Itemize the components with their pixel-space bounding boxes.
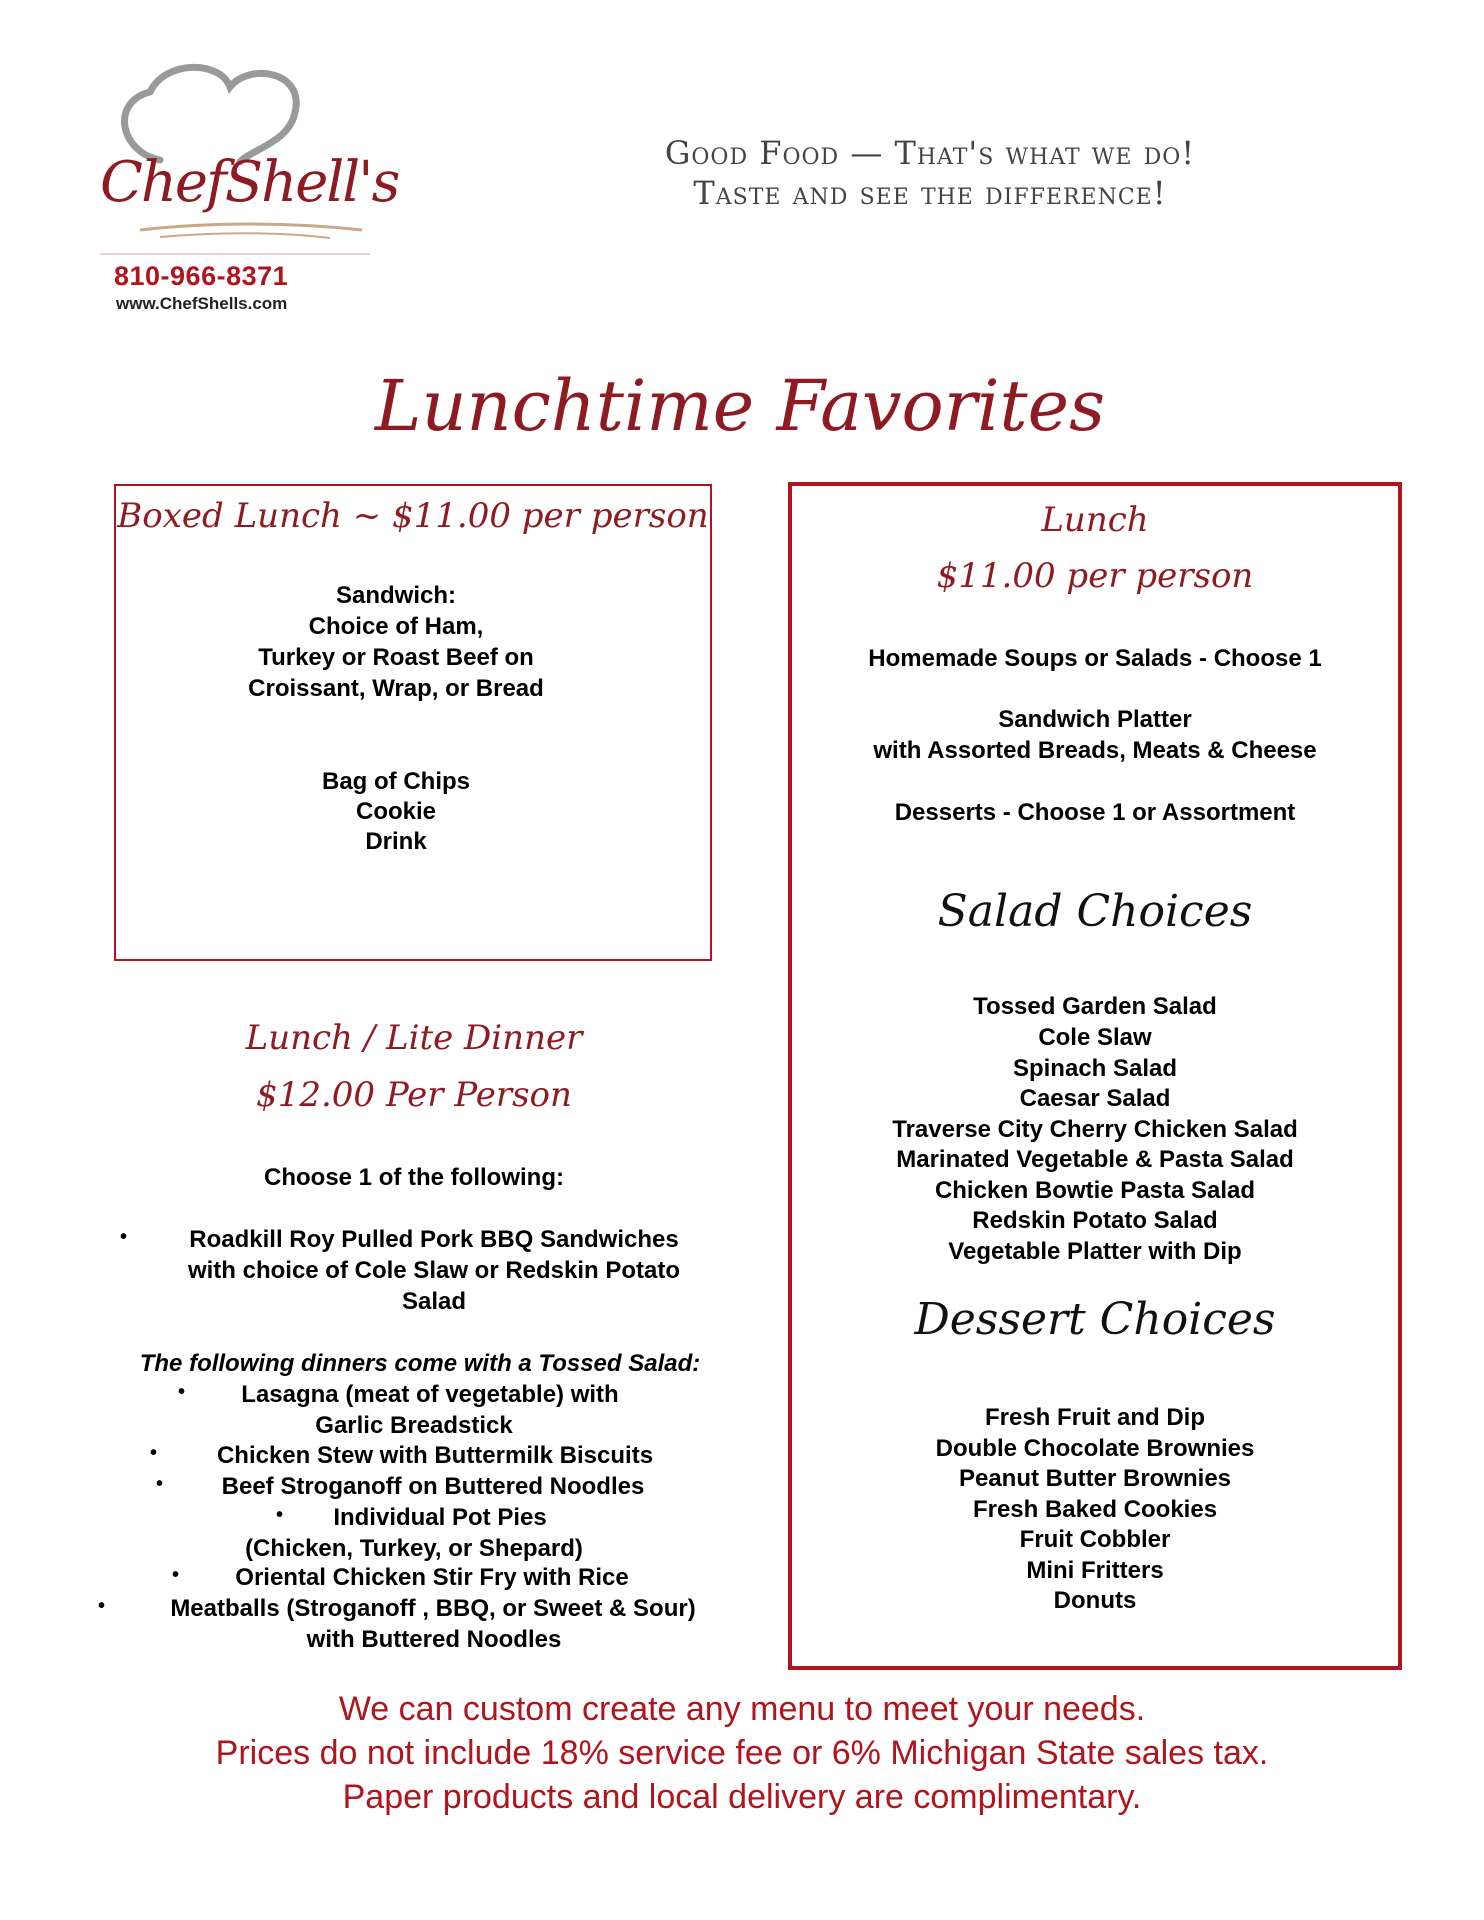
dinner-item: Lasagna (meat of vegetable) with: [241, 1381, 619, 1408]
dessert-choices-heading: Dessert Choices: [914, 1294, 1276, 1345]
lite-dinner-heading: Lunch / Lite Dinner: [245, 1018, 583, 1058]
platter-line: Sandwich Platter: [998, 706, 1192, 733]
bullet-icon: •: [120, 1226, 128, 1248]
dessert-item: Mini Fritters: [1026, 1557, 1164, 1584]
tossed-salad-note: The following dinners come with a Tossed Salad:: [139, 1350, 701, 1377]
dinner-item: Beef Stroganoff on Buttered Noodles: [221, 1473, 645, 1500]
dinner-item: with Buttered Noodles: [306, 1626, 562, 1653]
dessert-item: Fresh Fruit and Dip: [984, 1404, 1205, 1431]
logo-wordmark: ChefShell's: [100, 150, 399, 215]
lunch-box: [788, 482, 1402, 1670]
dessert-item: Donuts: [1053, 1587, 1137, 1614]
tagline-line-2: Taste and see the difference!: [693, 174, 1167, 212]
footer-line-2: Prices do not include 18% service fee or 6% Michigan State sales tax.: [215, 1734, 1269, 1772]
dessert-item: Fruit Cobbler: [1019, 1526, 1171, 1553]
bullet-icon: •: [150, 1442, 158, 1464]
extra-item: Bag of Chips: [322, 768, 470, 795]
boxed-lunch-box: [114, 484, 712, 961]
logo-phone: 810-966-8371: [114, 261, 289, 291]
bullet-icon: •: [172, 1564, 180, 1586]
bbq-line: Salad: [401, 1288, 467, 1315]
platter-line: with Assorted Breads, Meats & Cheese: [873, 737, 1317, 764]
salad-item: Cole Slaw: [1038, 1024, 1152, 1051]
dessert-item: Peanut Butter Brownies: [958, 1465, 1232, 1492]
salad-item: Traverse City Cherry Chicken Salad: [892, 1116, 1298, 1143]
salad-item: Tossed Garden Salad: [973, 993, 1217, 1020]
dinner-item: Garlic Breadstick: [315, 1412, 513, 1439]
bullet-icon: •: [156, 1473, 164, 1495]
lunch-price: $11.00 per person: [936, 556, 1254, 596]
chefshells-logo: [100, 62, 399, 322]
salad-item: Redskin Potato Salad: [972, 1207, 1218, 1234]
boxed-lunch-heading: Boxed Lunch ~ $11.00 per person: [117, 496, 709, 536]
salad-choices-heading: Salad Choices: [937, 886, 1253, 937]
dinner-item: (Chicken, Turkey, or Shepard): [245, 1535, 583, 1562]
extra-item: Drink: [365, 828, 427, 855]
dinner-item: Meatballs (Stroganoff , BBQ, or Sweet & Sour): [170, 1595, 696, 1622]
page-title: Lunchtime Favorites: [374, 365, 1106, 447]
soups-line: Homemade Soups or Salads - Choose 1: [868, 645, 1322, 672]
sandwich-line: Sandwich:: [335, 582, 456, 609]
lite-dinner-price: $12.00 Per Person: [256, 1075, 572, 1115]
dinner-item: Individual Pot Pies: [333, 1504, 547, 1531]
bbq-line: with choice of Cole Slaw or Redskin Potato: [187, 1257, 681, 1284]
dinner-item: Chicken Stew with Buttermilk Biscuits: [216, 1442, 654, 1469]
choose-instruction: Choose 1 of the following:: [264, 1164, 564, 1191]
extra-item: Cookie: [355, 798, 436, 825]
salad-item: Caesar Salad: [1019, 1085, 1171, 1112]
footer-line-1: We can custom create any menu to meet your needs.: [338, 1690, 1146, 1728]
salad-item: Vegetable Platter with Dip: [948, 1238, 1242, 1265]
dessert-item: Fresh Baked Cookies: [972, 1496, 1218, 1523]
salad-item: Marinated Vegetable & Pasta Salad: [896, 1146, 1294, 1173]
desserts-line: Desserts - Choose 1 or Assortment: [894, 799, 1296, 826]
salad-item: Chicken Bowtie Pasta Salad: [934, 1177, 1256, 1204]
dinner-item: Oriental Chicken Stir Fry with Rice: [235, 1564, 629, 1591]
footer-line-3: Paper products and local delivery are complimentary.: [342, 1778, 1142, 1816]
lunch-heading: Lunch: [1041, 500, 1149, 540]
salad-item: Spinach Salad: [1012, 1055, 1178, 1082]
sandwich-line: Croissant, Wrap, or Bread: [248, 675, 544, 702]
bullet-icon: •: [98, 1595, 106, 1617]
bbq-line: Roadkill Roy Pulled Pork BBQ Sandwiches: [189, 1226, 679, 1253]
tagline-line-1: Good Food — That's what we do!: [664, 134, 1196, 172]
logo-website: www.ChefShells.com: [116, 294, 288, 313]
bullet-icon: •: [276, 1504, 284, 1526]
bullet-icon: •: [178, 1381, 186, 1403]
sandwich-line: Turkey or Roast Beef on: [258, 644, 534, 671]
sandwich-line: Choice of Ham,: [308, 613, 484, 640]
dessert-item: Double Chocolate Brownies: [935, 1435, 1255, 1462]
